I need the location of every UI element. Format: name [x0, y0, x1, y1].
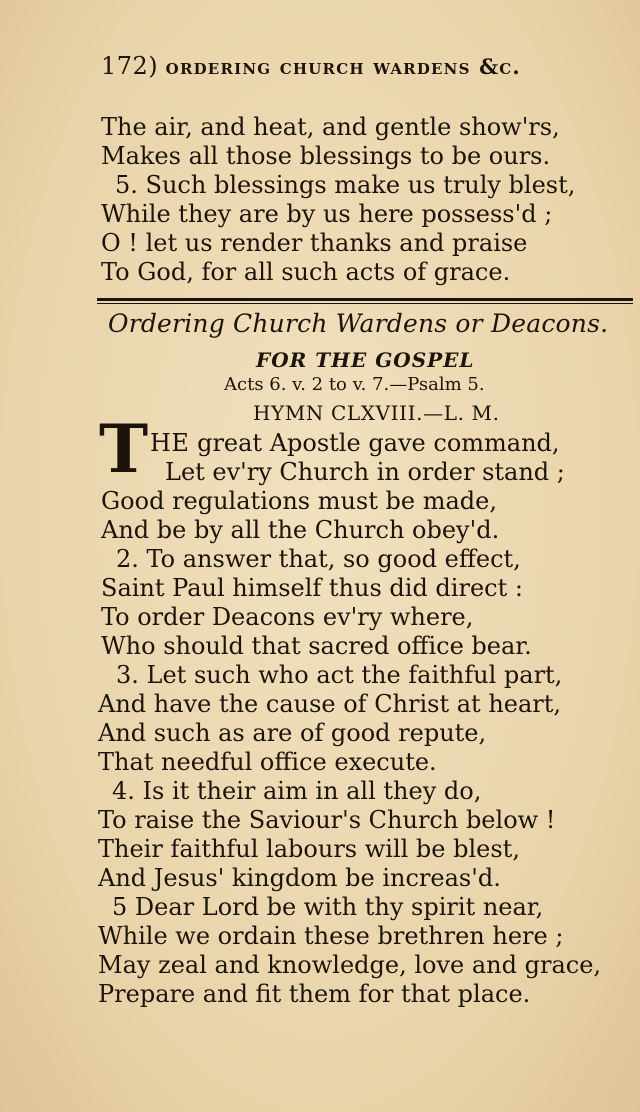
verse-line: And Jesus' kingdom be increas'd.: [98, 864, 501, 892]
verse-line: 5 Dear Lord be with thy spirit near,: [112, 893, 544, 921]
verse-line: 4. Is it their aim in all they do,: [112, 777, 482, 805]
verse-line: Makes all those blessings to be ours.: [101, 142, 551, 170]
verse-line: To God, for all such acts of grace.: [101, 258, 511, 286]
running-title: ordering church wardens &c.: [165, 54, 521, 79]
verse-line: To order Deacons ev'ry where,: [101, 603, 474, 631]
verse-line: Good regulations must be made,: [101, 487, 497, 515]
section-title: Ordering Church Wardens or Deacons.: [108, 309, 609, 338]
verse-line: And have the cause of Christ at heart,: [98, 690, 562, 718]
verse-line-first: [150, 428, 560, 458]
verse-line: While we ordain these brethren here ;: [98, 922, 564, 950]
section-divider-thin: [97, 303, 633, 304]
first-line-rest: great Apostle gave command,: [189, 429, 560, 457]
drop-cap: T: [99, 410, 149, 488]
verse-line: The air, and heat, and gentle show'rs,: [101, 113, 560, 141]
verse-line: 3. Let such who act the faithful part,: [116, 661, 563, 689]
section-divider: [97, 298, 633, 301]
verse-line: Saint Paul himself thus did direct :: [101, 574, 523, 602]
verse-line: Their faithful labours will be blest,: [98, 835, 520, 863]
verse-line: 5. Such blessings make us truly blest,: [115, 171, 576, 199]
verse-line: That needful office execute.: [98, 748, 437, 776]
scripture-reference: Acts 6. v. 2 to v. 7.—Psalm 5.: [224, 374, 485, 395]
verse-line: May zeal and knowledge, love and grace,: [98, 951, 602, 979]
page-number: 172): [101, 52, 159, 80]
verse-line: Let ev'ry Church in order stand ;: [165, 458, 565, 486]
verse-line: 2. To answer that, so good effect,: [116, 545, 521, 573]
verse-line: While they are by us here possess'd ;: [101, 200, 553, 228]
hymn-number: HYMN CLXVIII.—L. M.: [253, 401, 500, 425]
occasion-heading: FOR THE GOSPEL: [256, 348, 475, 372]
verse-line: And be by all the Church obey'd.: [101, 516, 500, 544]
page-header: [101, 52, 521, 80]
first-word-rest: HE: [150, 429, 190, 457]
verse-line: And such as are of good repute,: [98, 719, 487, 747]
verse-line: O ! let us render thanks and praise: [101, 229, 528, 257]
verse-line: To raise the Saviour's Church below !: [98, 806, 556, 834]
verse-line: Who should that sacred office bear.: [101, 632, 532, 660]
verse-line: Prepare and fit them for that place.: [98, 980, 531, 1008]
